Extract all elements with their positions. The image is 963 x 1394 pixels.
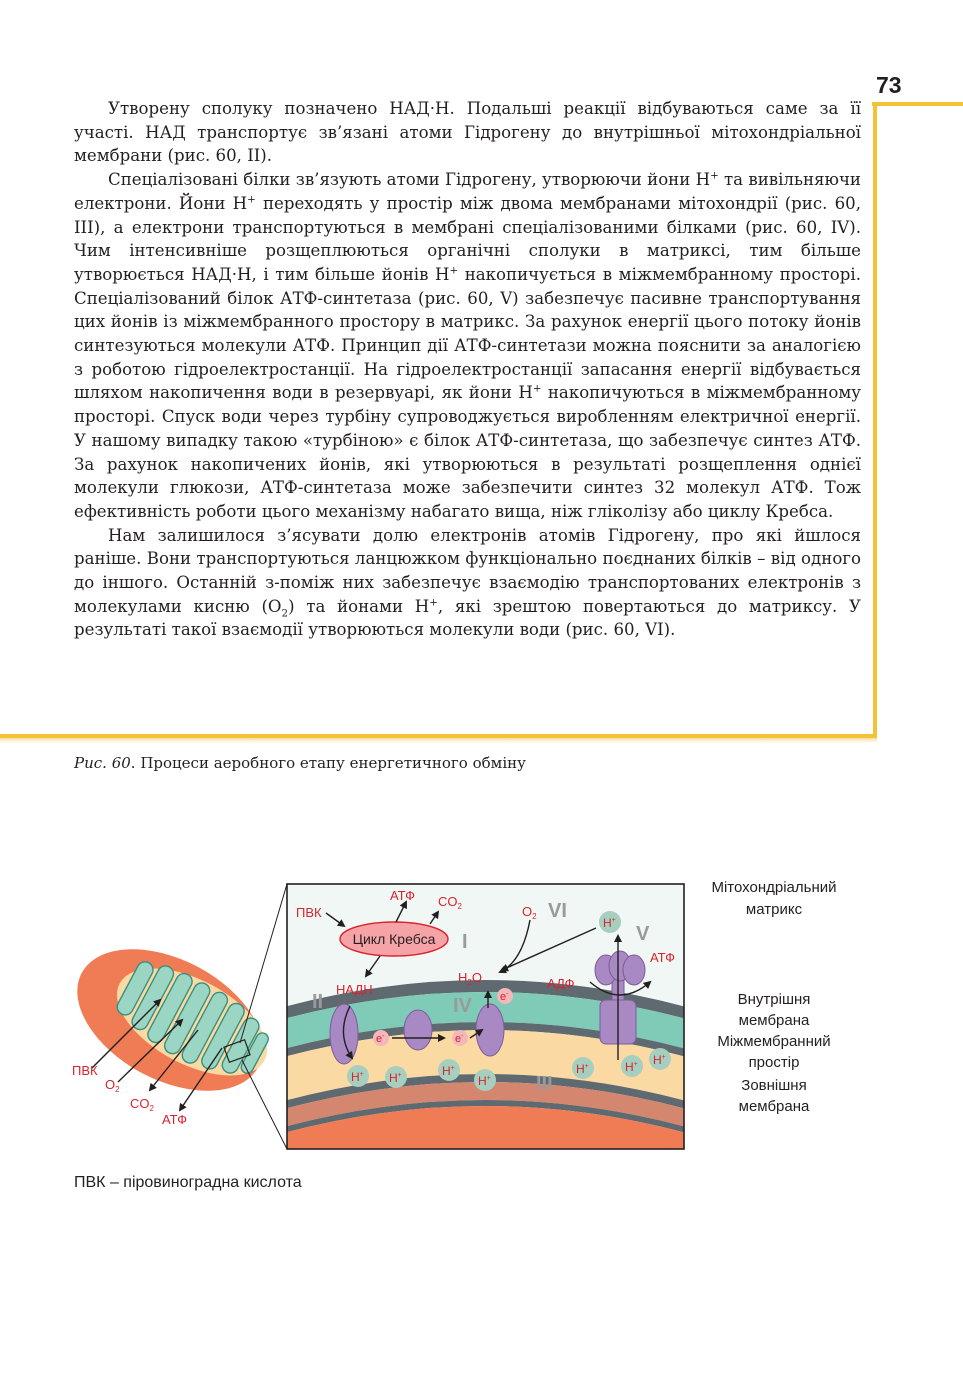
body-text xyxy=(74,97,861,642)
roman-i: I xyxy=(462,931,468,953)
svg-text:H+: H+ xyxy=(576,1062,589,1076)
svg-text:e-: e- xyxy=(455,1033,464,1045)
svg-text:H+: H+ xyxy=(653,1053,666,1067)
detail-label-nadh: НАДН xyxy=(336,982,373,997)
label-inner-membrane-line-1: Внутрішня xyxy=(737,991,811,1008)
roman-iv: IV xyxy=(453,995,472,1017)
detail-label-h2o: $H_2O$ xyxy=(458,970,482,987)
proton-4 xyxy=(474,1069,496,1091)
detail-label-o2: $O_2$ xyxy=(522,904,537,921)
label-intermembrane-line-2: простір xyxy=(748,1054,800,1071)
roman-v: V xyxy=(636,923,650,945)
complex-iv-protein xyxy=(476,1004,504,1056)
svg-text:H+: H+ xyxy=(625,1060,638,1074)
paragraph-2: Спеціалізовані білки зв’язують атоми Гідрогену, утворюючи йони Н+ та вивільняючи електрони. Йони Н+ переходять у простір між двома мембранами мітохондрії (рис. 60, III), а електрони транспортуються в мембрані спеціалізованими білками (рис. 60, IV). Чим інтенсивніше розщеплюються органічні сполуки в матриксі, тим більше утворюється НАД·Н, і тим більше йонів Н+ накопичується в міжмембранному просторі. Спеціалізований білок АТФ-синтетаза (рис. 60, V) забезпечує пасивне транспортування цих йонів із міжмембранного простору в матрикс. За рахунок енергії цього потоку йонів синтезуються молекули АТФ. Принцип дії АТФ-синтетази можна пояснити за аналогією з роботою гідроелектростанції. На гідроелектростанції запасання енергії відбувається шляхом накопичення води в резервуарі, як йони Н+ накопичуються в міжмембранному просторі. Спуск води через турбіну супроводжується виробленням електричної енергії. У нашому випадку такою «турбіною» є білок АТФ-синтетаза, що забезпечує синтез АТФ. За рахунок накопичених йонів, які утворюються в результаті розщеплення однієї молекули глюкози, АТФ-синтетаза може забезпечити синтез 32 молекул АТФ. Тож ефективність роботи цього механізму набагато вища, ніж гліколізу або циклу Кребса. xyxy=(74,169,861,521)
roman-ii: II xyxy=(312,991,324,1013)
label-matrix-line-2: матрикс xyxy=(745,901,803,918)
electron-1 xyxy=(373,1030,389,1046)
page-accent-rule-side xyxy=(873,102,877,737)
page-accent-rule-shadow xyxy=(0,738,877,743)
detail-label-atf-right: АТФ xyxy=(650,950,676,965)
detail-label-adf: АДФ xyxy=(547,976,575,991)
label-outer-membrane-line-2: мембрана xyxy=(738,1098,810,1115)
proton-7 xyxy=(649,1048,671,1070)
membrane-detail-panel xyxy=(240,884,730,1158)
detail-label-pvk: ПВК xyxy=(296,905,322,920)
figure-caption xyxy=(74,754,526,772)
detail-label-atf-top: АТФ xyxy=(390,888,416,903)
svg-text:e-: e- xyxy=(376,1033,385,1045)
electron-3 xyxy=(497,988,513,1004)
label-intermembrane-line-1: Міжмембранний xyxy=(717,1033,831,1050)
krebs-cycle-label: Цикл Кребса xyxy=(352,931,436,947)
figure-legend: ПВК – піровиноградна кислота xyxy=(74,1174,302,1191)
mitochondrion-figure xyxy=(60,868,880,1158)
svg-text:H+: H+ xyxy=(603,916,616,930)
roman-vi: VI xyxy=(548,900,567,922)
paragraph-1: Утворену сполуку позначено НАД·Н. Подальші реакції відбуваються саме за її участі. НАД транспортує зв’язані атоми Гідрогену до внутрішньої мітохондріальної мембрани (рис. 60, II). xyxy=(74,99,861,166)
proton-3 xyxy=(438,1059,460,1081)
svg-text:H+: H+ xyxy=(442,1064,455,1078)
proton-5 xyxy=(572,1057,594,1079)
svg-text:H+: H+ xyxy=(389,1071,402,1085)
label-inner-membrane-line-2: мембрана xyxy=(738,1012,810,1029)
roman-iii: III xyxy=(536,1073,553,1095)
label-outer-membrane-line-1: Зовнішня xyxy=(741,1077,807,1094)
overview-label-co2: $CO_2$ xyxy=(130,1096,154,1113)
svg-text:H+: H+ xyxy=(351,1070,364,1084)
electron-carrier-protein xyxy=(404,1010,432,1050)
zoom-line-bottom xyxy=(242,1060,287,1149)
overview-label-o2: $O_2$ xyxy=(105,1077,120,1094)
proton-6 xyxy=(621,1055,643,1077)
page-number: 73 xyxy=(876,72,902,98)
proton-1 xyxy=(347,1065,369,1087)
proton-2 xyxy=(385,1066,407,1088)
figure-caption-text: . Процеси аеробного етапу енергетичного обміну xyxy=(130,754,526,772)
overview-label-pvk: ПВК xyxy=(72,1063,98,1078)
label-matrix-line-1: Мітохондріальний xyxy=(711,879,837,896)
electron-2 xyxy=(452,1030,468,1046)
overview-label-atf: АТФ xyxy=(162,1112,188,1127)
figure-caption-label: Рис. 60 xyxy=(74,754,131,772)
svg-text:e-: e- xyxy=(500,991,509,1003)
svg-text:H+: H+ xyxy=(478,1074,491,1088)
page-accent-rule-top xyxy=(872,102,963,106)
proton-matrix xyxy=(599,911,621,933)
paragraph-3: Нам залишилося з’ясувати долю електронів атомів Гідрогену, про які йшлося раніше. Вони транспортуються ланцюжком функціонально поєднаних білків – від одного до іншого. Останній з-поміж них забезпечує взаємодію транспортованих електронів з молекулами кисню $(О_2)$ та йонами Н+, які зрештою повертаються до матриксу. У результаті такої взаємодії утворюються молекули води (рис. 60, VI). xyxy=(74,525,862,640)
zoom-line-top xyxy=(240,884,287,1043)
detail-label-co2: $CO_2$ xyxy=(438,894,462,911)
mitochondrion-overview xyxy=(60,884,287,1149)
